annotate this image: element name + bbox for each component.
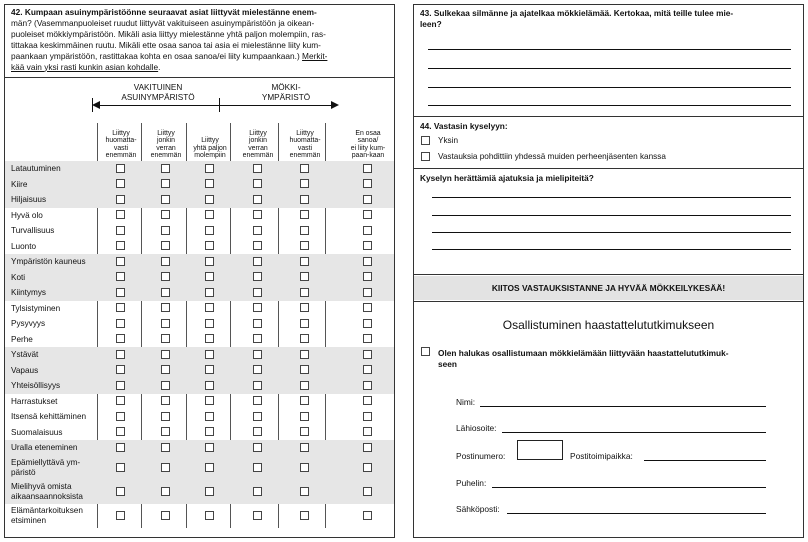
thoughts-line[interactable] (432, 249, 791, 250)
postal-code-field[interactable] (517, 440, 563, 460)
answer-checkbox[interactable] (205, 334, 214, 343)
answer-checkbox[interactable] (116, 272, 125, 281)
divider (414, 168, 803, 169)
phone-field[interactable] (492, 487, 766, 488)
answer-checkbox[interactable] (363, 210, 372, 219)
answer-checkbox[interactable] (300, 365, 309, 374)
answer-checkbox[interactable] (116, 463, 125, 472)
answer-checkbox[interactable] (253, 365, 262, 374)
answer-checkbox[interactable] (205, 412, 214, 421)
row-label: Uralla eteneminen (11, 443, 78, 452)
answer-checkbox[interactable] (363, 288, 372, 297)
answer-checkbox[interactable] (253, 164, 262, 173)
answer-checkbox[interactable] (300, 257, 309, 266)
answer-line[interactable] (428, 105, 791, 106)
answer-checkbox[interactable] (205, 241, 214, 250)
option-alone-label: Yksin (438, 136, 459, 145)
answer-checkbox[interactable] (253, 427, 262, 436)
answer-checkbox[interactable] (161, 443, 170, 452)
table-row (5, 270, 394, 286)
answer-checkbox[interactable] (363, 463, 372, 472)
answer-checkbox[interactable] (253, 412, 262, 421)
answer-checkbox[interactable] (253, 241, 262, 250)
row-label: Vapaus (11, 365, 39, 375)
answer-checkbox[interactable] (161, 257, 170, 266)
row-label: Kiintymys (11, 288, 47, 297)
answer-checkbox[interactable] (363, 164, 372, 173)
right-panel (413, 4, 804, 538)
answer-checkbox[interactable] (205, 443, 214, 452)
answer-checkbox[interactable] (116, 226, 125, 235)
row-label: Koti (11, 272, 26, 282)
divider (414, 301, 803, 302)
column-header: Liittyy huomatta- vasti enemmän (289, 129, 321, 160)
answer-checkbox[interactable] (161, 303, 170, 312)
answer-checkbox[interactable] (300, 179, 309, 188)
row-label: Kiire (11, 179, 28, 189)
answer-checkbox[interactable] (161, 210, 170, 219)
table-row (5, 425, 394, 441)
thoughts-line[interactable] (432, 197, 791, 198)
answer-checkbox[interactable] (205, 487, 214, 496)
answer-checkbox[interactable] (116, 164, 125, 173)
answer-checkbox[interactable] (205, 463, 214, 472)
answer-line[interactable] (428, 49, 791, 50)
answer-checkbox[interactable] (253, 463, 262, 472)
question-42-text: 42. Kumpaan asuinympäristöönne seuraavat asiat liittyvät mielestänne enem- män? (Vasemmanpuoleiset ruudut liittyvät vakituiseen asuinympäristöön ja oikean- puoleiset mökkiympäristöön. Mikäli asia liittyy mielestänne yhtä paljon molempiin, ras- tittakaa keskimmäinen ruutu. Mikäli ette osaa sanoa tai asia ei mielestänne liity kum- paankaan ympäristöön, rastittakaa kohta en osaa sanoa/ei liity kumpaankaan.) Merkit- kää vain yksi rasti kunkin asian kohdalle. (11, 7, 328, 72)
answer-checkbox[interactable] (363, 350, 372, 359)
answer-checkbox[interactable] (205, 257, 214, 266)
answer-checkbox[interactable] (363, 487, 372, 496)
row-label: Harrastukset (11, 396, 58, 406)
answer-checkbox[interactable] (116, 487, 125, 496)
arrow-tick (92, 98, 93, 112)
option-alone-checkbox[interactable] (421, 136, 430, 145)
answer-checkbox[interactable] (116, 381, 125, 390)
answer-checkbox[interactable] (253, 195, 262, 204)
answer-checkbox[interactable] (116, 427, 125, 436)
answer-checkbox[interactable] (300, 210, 309, 219)
divider (414, 274, 803, 275)
answer-checkbox[interactable] (161, 272, 170, 281)
answer-checkbox[interactable] (253, 226, 262, 235)
interview-title: Osallistuminen haastattelututkimukseen (502, 318, 715, 332)
table-row (5, 161, 394, 177)
answer-checkbox[interactable] (363, 303, 372, 312)
answer-checkbox[interactable] (161, 511, 170, 520)
column-header: Liittyy yhtä paljon molempiin (193, 137, 227, 160)
table-row (5, 456, 394, 480)
answer-checkbox[interactable] (300, 303, 309, 312)
table-row (5, 254, 394, 270)
answer-checkbox[interactable] (161, 427, 170, 436)
answer-checkbox[interactable] (161, 381, 170, 390)
answer-checkbox[interactable] (205, 350, 214, 359)
email-label: Sähköposti: (456, 504, 500, 514)
answer-checkbox[interactable] (116, 412, 125, 421)
table-row (5, 208, 394, 224)
answer-checkbox[interactable] (363, 226, 372, 235)
question-43-text: 43. Sulkekaa silmänne ja ajatelkaa mökkielämää. Kertokaa, mitä teille tulee mie- leen? (420, 8, 734, 29)
row-label: Hiljaisuus (11, 195, 47, 204)
answer-checkbox[interactable] (253, 210, 262, 219)
answer-checkbox[interactable] (363, 396, 372, 405)
row-label: Yhteisöllisyys (11, 381, 61, 390)
answer-checkbox[interactable] (161, 412, 170, 421)
table-row (5, 409, 394, 425)
answer-checkbox[interactable] (116, 443, 125, 452)
answer-checkbox[interactable] (363, 412, 372, 421)
answer-checkbox[interactable] (253, 319, 262, 328)
row-label: Ympäristön kauneus (11, 257, 86, 266)
answer-checkbox[interactable] (253, 350, 262, 359)
answer-checkbox[interactable] (161, 463, 170, 472)
answer-checkbox[interactable] (161, 195, 170, 204)
question-42-panel (4, 4, 395, 538)
answer-checkbox[interactable] (253, 303, 262, 312)
answer-checkbox[interactable] (300, 164, 309, 173)
thoughts-line[interactable] (432, 215, 791, 216)
email-field[interactable] (507, 513, 766, 514)
answer-checkbox[interactable] (363, 427, 372, 436)
question-44-title: 44. Vastasin kyselyyn: (420, 121, 508, 131)
answer-checkbox[interactable] (161, 226, 170, 235)
answer-checkbox[interactable] (253, 487, 262, 496)
address-label: Lähiosoite: (456, 423, 497, 433)
answer-checkbox[interactable] (205, 272, 214, 281)
answer-checkbox[interactable] (116, 365, 125, 374)
arrow-right-icon (331, 101, 339, 109)
answer-checkbox[interactable] (205, 288, 214, 297)
answer-checkbox[interactable] (161, 179, 170, 188)
column-header: Liittyy huomatta- vasti enemmän (105, 129, 137, 160)
answer-checkbox[interactable] (161, 365, 170, 374)
table-row (5, 440, 394, 456)
answer-checkbox[interactable] (116, 210, 125, 219)
answer-checkbox[interactable] (300, 396, 309, 405)
column-header: En osaa sanoa/ ei liity kum- paan-kaan (350, 129, 386, 160)
answer-checkbox[interactable] (363, 381, 372, 390)
answer-checkbox[interactable] (300, 443, 309, 452)
answer-checkbox[interactable] (205, 381, 214, 390)
answer-checkbox[interactable] (116, 511, 125, 520)
row-label: Epämiellyttävä ym- päristö (11, 457, 81, 477)
table-row (5, 332, 394, 348)
answer-checkbox[interactable] (300, 463, 309, 472)
thoughts-line[interactable] (432, 232, 791, 233)
answer-checkbox[interactable] (116, 350, 125, 359)
answer-line[interactable] (428, 87, 791, 88)
answer-checkbox[interactable] (161, 164, 170, 173)
table-row (5, 301, 394, 317)
answer-checkbox[interactable] (363, 195, 372, 204)
answer-checkbox[interactable] (253, 334, 262, 343)
answer-checkbox[interactable] (363, 319, 372, 328)
row-label: Mielihyvä omista aikaansaannoksista (11, 481, 83, 501)
table-row (5, 177, 394, 193)
answer-checkbox[interactable] (300, 272, 309, 281)
answer-checkbox[interactable] (205, 195, 214, 204)
phone-label: Puhelin: (456, 478, 487, 488)
answer-checkbox[interactable] (116, 241, 125, 250)
answer-checkbox[interactable] (363, 272, 372, 281)
row-label: Elämäntarkoituksen etsiminen (11, 505, 83, 525)
answer-checkbox[interactable] (116, 303, 125, 312)
answer-checkbox[interactable] (205, 179, 214, 188)
answer-checkbox[interactable] (363, 179, 372, 188)
table-row (5, 480, 394, 504)
answer-checkbox[interactable] (205, 164, 214, 173)
thanks-banner: KIITOS VASTAUKSISTANNE JA HYVÄÄ MÖKKEILYKESÄÄ! (414, 276, 803, 300)
answer-checkbox[interactable] (116, 396, 125, 405)
answer-checkbox[interactable] (161, 288, 170, 297)
answer-checkbox[interactable] (363, 365, 372, 374)
answer-checkbox[interactable] (253, 443, 262, 452)
address-field[interactable] (502, 432, 766, 433)
answer-checkbox[interactable] (205, 511, 214, 520)
answer-checkbox[interactable] (300, 511, 309, 520)
answer-checkbox[interactable] (116, 288, 125, 297)
answer-checkbox[interactable] (161, 334, 170, 343)
table-row (5, 363, 394, 379)
answer-checkbox[interactable] (116, 334, 125, 343)
table-row (5, 347, 394, 363)
thoughts-title: Kyselyn herättämiä ajatuksia ja mielipiteitä? (420, 173, 594, 183)
answer-checkbox[interactable] (253, 511, 262, 520)
answer-checkbox[interactable] (116, 257, 125, 266)
answer-checkbox[interactable] (300, 350, 309, 359)
interview-consent-label: Olen halukas osallistumaan mökkielämään liittyvään haastattelututkimuk- seen (438, 348, 729, 369)
answer-checkbox[interactable] (300, 487, 309, 496)
answer-checkbox[interactable] (300, 288, 309, 297)
arrow-left-icon (92, 101, 100, 109)
group-label-cottage: MÖKKI- YMPÄRISTÖ (261, 83, 311, 102)
answer-checkbox[interactable] (300, 319, 309, 328)
row-label: Perhe (11, 334, 33, 344)
table-row (5, 378, 394, 394)
row-label: Pysyvyys (11, 319, 46, 328)
answer-checkbox[interactable] (161, 487, 170, 496)
row-label: Latautuminen (11, 164, 61, 173)
answer-checkbox[interactable] (300, 241, 309, 250)
answer-checkbox[interactable] (363, 257, 372, 266)
answer-checkbox[interactable] (300, 427, 309, 436)
group-label-home: VAKITUINEN ASUINYMPÄRISTÖ (121, 83, 195, 102)
row-label: Itsensä kehittäminen (11, 412, 87, 421)
answer-checkbox[interactable] (300, 195, 309, 204)
answer-checkbox[interactable] (205, 427, 214, 436)
answer-checkbox[interactable] (253, 396, 262, 405)
row-label: Turvallisuus (11, 226, 55, 235)
row-label: Ystävät (11, 350, 39, 359)
answer-checkbox[interactable] (161, 319, 170, 328)
name-label: Nimi: (456, 397, 476, 407)
answer-checkbox[interactable] (363, 443, 372, 452)
table-row (5, 192, 394, 208)
answer-line[interactable] (428, 68, 791, 69)
row-label: Hyvä olo (11, 210, 43, 220)
row-label: Tylsistyminen (11, 303, 61, 313)
answer-checkbox[interactable] (205, 396, 214, 405)
answer-checkbox[interactable] (161, 396, 170, 405)
answer-checkbox[interactable] (116, 195, 125, 204)
answer-checkbox[interactable] (300, 334, 309, 343)
divider (414, 116, 803, 117)
answer-checkbox[interactable] (363, 241, 372, 250)
table-row (5, 504, 394, 528)
answer-checkbox[interactable] (253, 257, 262, 266)
answer-checkbox[interactable] (363, 334, 372, 343)
option-together-label: Vastauksia pohdittiin yhdessä muiden perheenjäsenten kanssa (438, 152, 666, 161)
table-row (5, 223, 394, 239)
city-field[interactable] (644, 460, 766, 461)
answer-checkbox[interactable] (300, 226, 309, 235)
table-row (5, 394, 394, 410)
postal-code-label: Postinumero: (456, 451, 506, 461)
answer-checkbox[interactable] (300, 412, 309, 421)
table-row (5, 239, 394, 255)
city-label: Postitoimipaikka: (570, 451, 633, 461)
answer-checkbox[interactable] (205, 365, 214, 374)
answer-checkbox[interactable] (253, 179, 262, 188)
divider (5, 77, 394, 78)
arrow-right-line (219, 105, 333, 106)
answer-checkbox[interactable] (253, 288, 262, 297)
answer-checkbox[interactable] (116, 319, 125, 328)
arrow-left-line (95, 105, 219, 106)
answer-checkbox[interactable] (253, 381, 262, 390)
answer-checkbox[interactable] (253, 272, 262, 281)
answer-checkbox[interactable] (205, 226, 214, 235)
column-header: Liittyy jonkin verran enemmän (150, 129, 182, 160)
row-label: Suomalaisuus (11, 427, 63, 437)
column-header: Liittyy jonkin verran enemmän (242, 129, 274, 160)
option-together-checkbox[interactable] (421, 152, 430, 161)
table-row (5, 316, 394, 332)
answer-checkbox[interactable] (363, 511, 372, 520)
answer-checkbox[interactable] (205, 210, 214, 219)
answer-checkbox[interactable] (161, 241, 170, 250)
answer-checkbox[interactable] (300, 381, 309, 390)
row-label: Luonto (11, 241, 37, 251)
answer-checkbox[interactable] (116, 179, 125, 188)
interview-consent-checkbox[interactable] (421, 347, 430, 356)
table-row (5, 285, 394, 301)
answer-checkbox[interactable] (161, 350, 170, 359)
name-field[interactable] (480, 406, 766, 407)
answer-checkbox[interactable] (205, 303, 214, 312)
answer-checkbox[interactable] (205, 319, 214, 328)
